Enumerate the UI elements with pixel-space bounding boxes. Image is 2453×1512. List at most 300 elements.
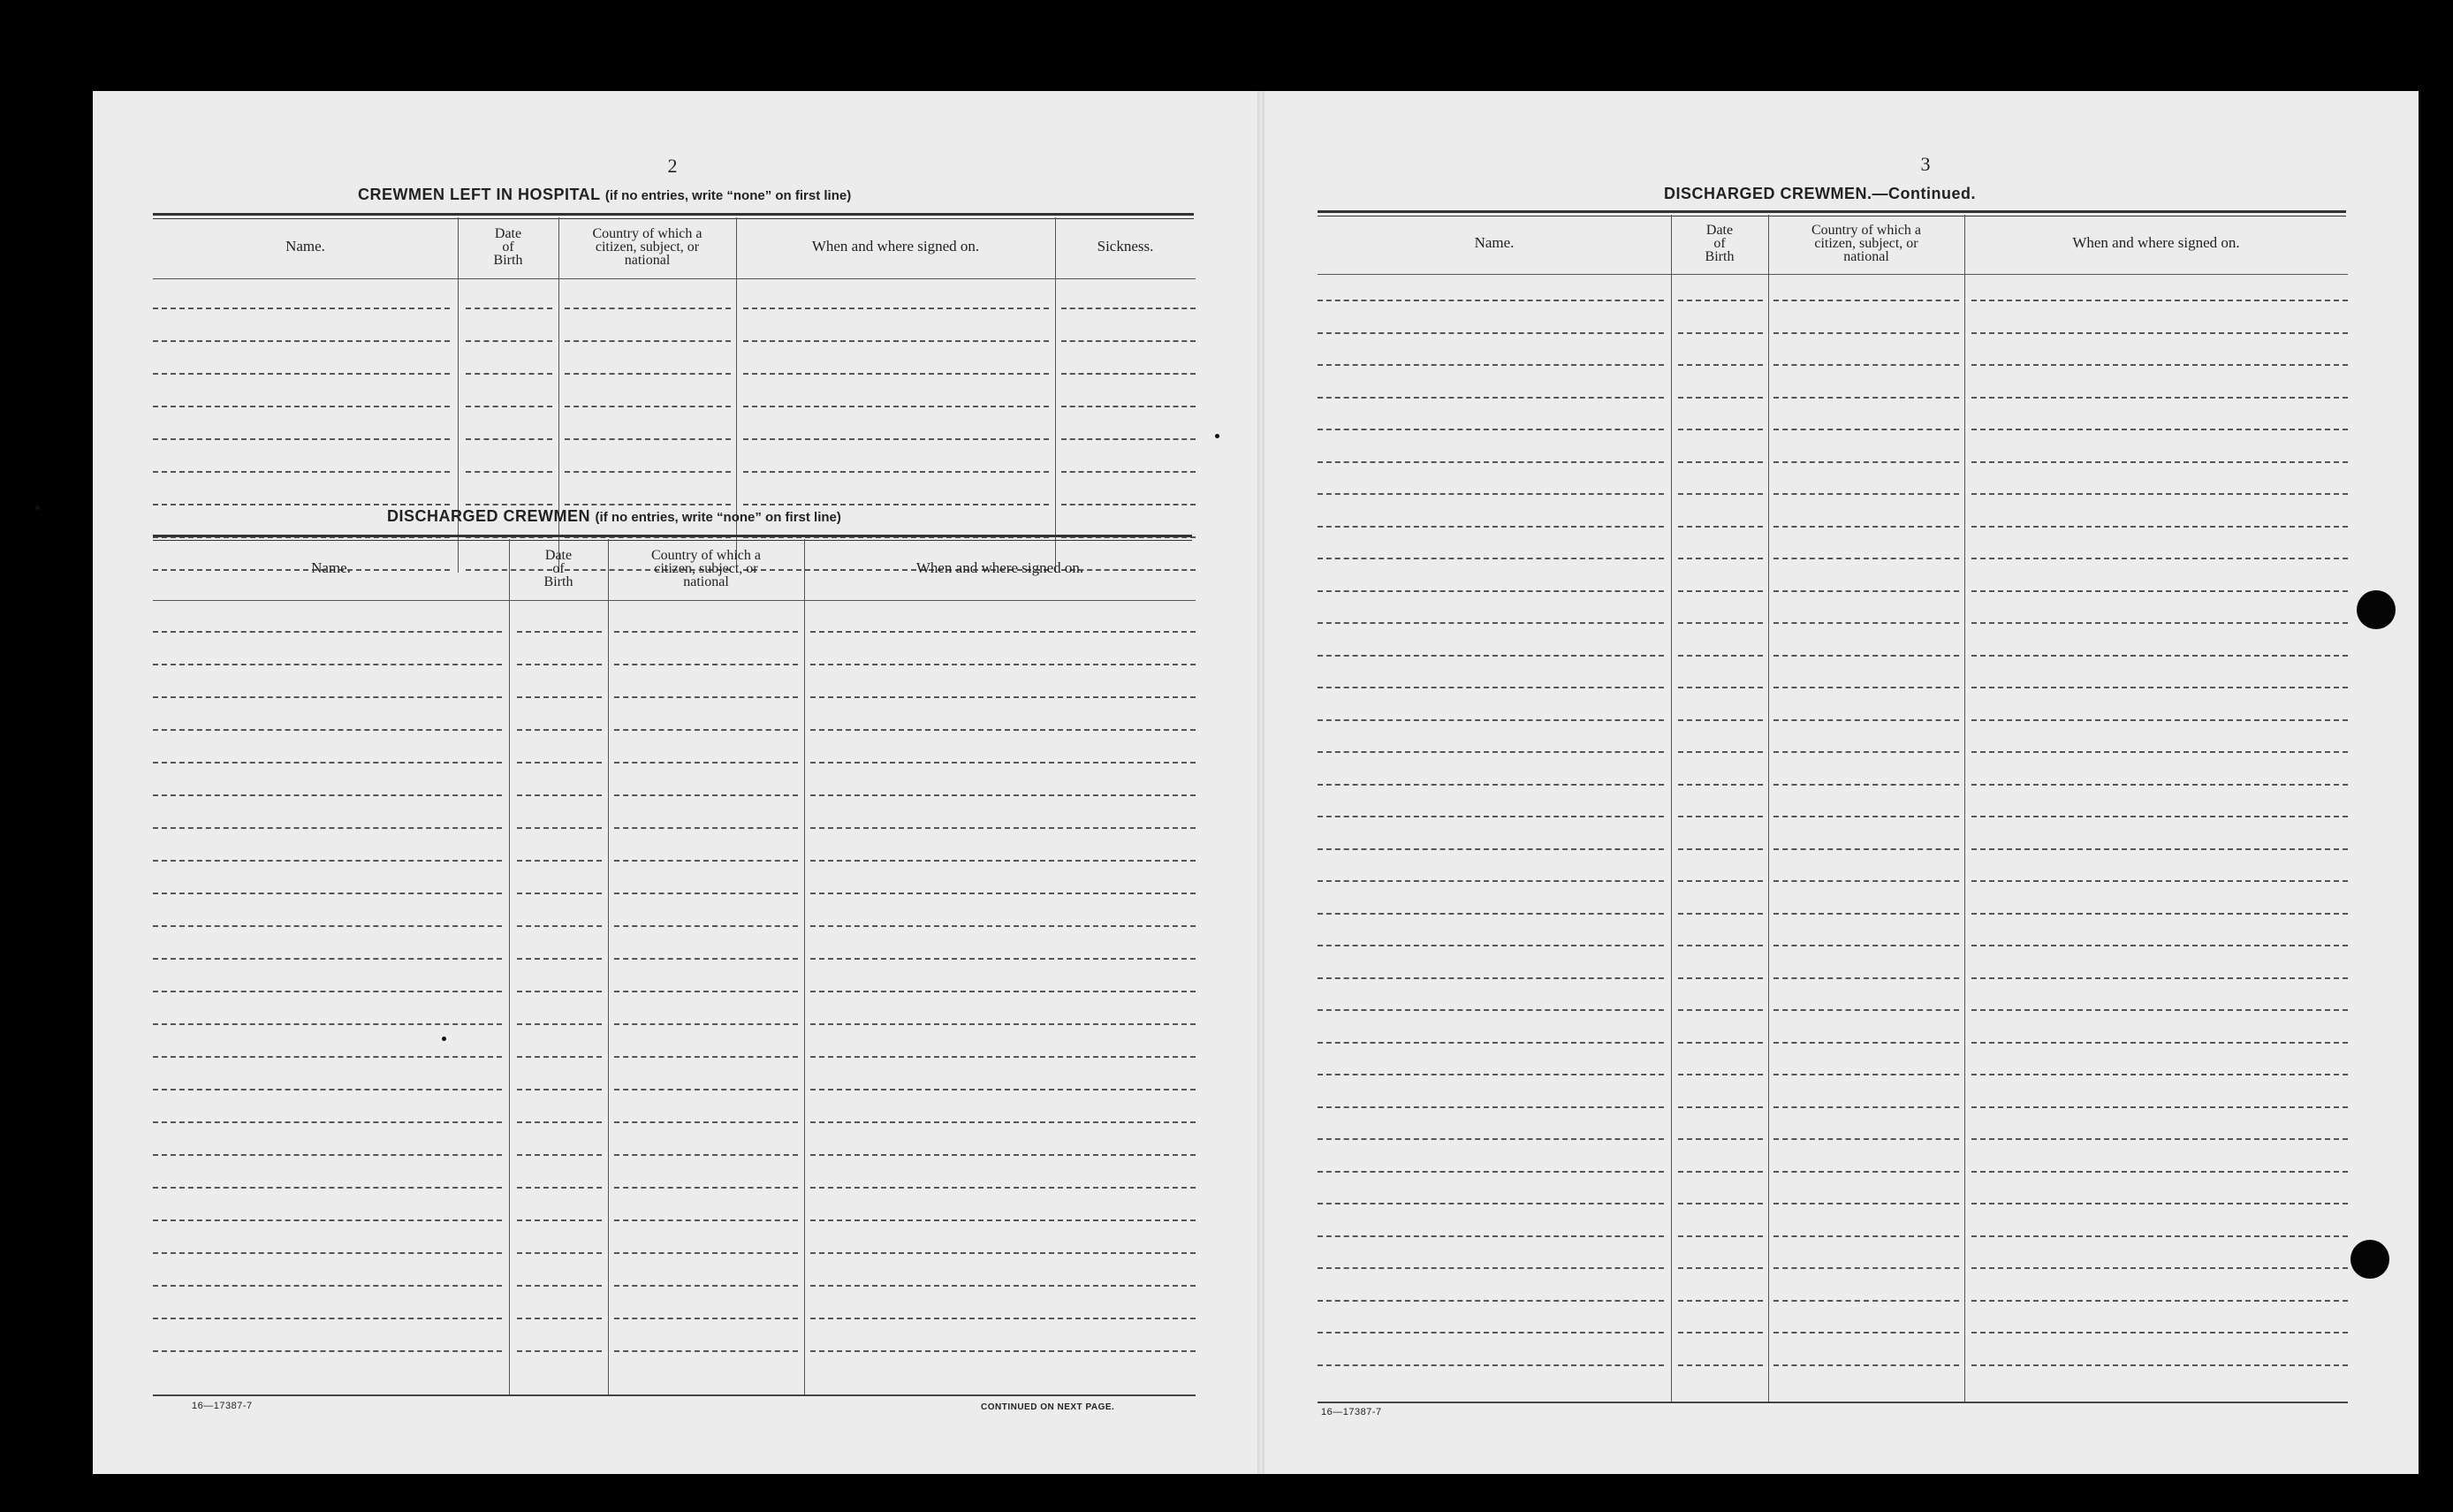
entry-line	[614, 1285, 798, 1287]
country-line: national	[624, 252, 671, 268]
entry-line	[1318, 1235, 1664, 1237]
entry-line	[1318, 397, 1664, 399]
entry-line	[153, 860, 502, 862]
entry-line	[1971, 1332, 2348, 1333]
dob-line: of	[1713, 235, 1726, 251]
form-number: 16—17387-7	[192, 1401, 253, 1411]
discharged-title-text: DISCHARGED CREWMEN	[387, 507, 591, 525]
entry-line	[1318, 913, 1664, 915]
entry-line	[1773, 622, 1959, 624]
entry-line	[1773, 1203, 1959, 1204]
entry-line	[1971, 1267, 2348, 1269]
entry-line	[1971, 364, 2348, 366]
entry-line	[153, 893, 502, 894]
column-header-name: Name.	[1474, 234, 1515, 251]
dob-line: Date	[544, 547, 573, 563]
entry-line	[517, 1252, 602, 1254]
entry-line	[614, 1089, 798, 1090]
entry-line	[810, 1154, 1196, 1156]
entry-line	[614, 794, 798, 796]
dob-line: Birth	[1705, 248, 1735, 264]
entry-line	[466, 406, 552, 407]
entry-line	[810, 1121, 1196, 1123]
entry-line	[1773, 1364, 1959, 1366]
entry-line	[1678, 364, 1763, 366]
entry-line	[1971, 332, 2348, 334]
dob-line: of	[552, 560, 565, 576]
entry-line	[614, 827, 798, 829]
entry-line	[1678, 1267, 1763, 1269]
entry-line	[1773, 687, 1959, 688]
entry-line	[1773, 590, 1959, 592]
entry-line	[153, 504, 450, 505]
entry-line	[1678, 300, 1763, 301]
entry-line	[1678, 1138, 1763, 1140]
country-line: citizen, subject, or	[654, 560, 758, 576]
discharged-title-instruction: (if no entries, write “none” on first line)	[595, 510, 841, 525]
column-divider	[804, 539, 805, 1396]
entry-line	[1678, 1171, 1763, 1173]
country-line: Country of which a	[592, 225, 702, 241]
country-line: citizen, subject, or	[1814, 235, 1918, 251]
entry-line	[1773, 364, 1959, 366]
entry-line	[1971, 429, 2348, 430]
entry-line	[1678, 1009, 1763, 1011]
entry-line	[810, 1187, 1196, 1189]
left-page	[93, 91, 1257, 1474]
entry-line	[1971, 945, 2348, 946]
entry-line	[1318, 300, 1664, 301]
entry-line	[1678, 848, 1763, 850]
entry-line	[466, 340, 552, 342]
entry-line	[1773, 429, 1959, 430]
entry-line	[1318, 1138, 1664, 1140]
dob-line: Date	[1705, 222, 1734, 238]
entry-line	[614, 1154, 798, 1156]
entry-line	[1318, 880, 1664, 882]
entry-line	[153, 1252, 502, 1254]
column-header-dob	[458, 217, 558, 276]
entry-line	[810, 1219, 1196, 1221]
column-header-dob	[1671, 215, 1768, 271]
entry-line	[1773, 1106, 1959, 1108]
country-line: national	[1843, 248, 1889, 264]
entry-line	[517, 1285, 602, 1287]
entry-line	[153, 373, 450, 375]
hospital-section-title	[358, 186, 851, 204]
entry-line	[743, 438, 1049, 440]
entry-line	[614, 664, 798, 665]
entry-line	[1773, 848, 1959, 850]
entry-line	[1678, 945, 1763, 946]
entry-line	[1773, 493, 1959, 495]
entry-line	[565, 340, 731, 342]
page-number: 3	[1920, 153, 1931, 175]
entry-line	[1773, 816, 1959, 817]
entry-line	[153, 1187, 502, 1189]
entry-line	[810, 1318, 1196, 1319]
entry-line	[153, 1121, 502, 1123]
entry-line	[614, 1350, 798, 1352]
form-number: 16—17387-7	[1321, 1407, 1382, 1417]
entry-line	[153, 1089, 502, 1090]
entry-line	[466, 471, 552, 473]
entry-line	[1678, 622, 1763, 624]
entry-line	[810, 696, 1196, 698]
entry-line	[614, 1023, 798, 1025]
entry-line	[1318, 1171, 1664, 1173]
entry-line	[1971, 816, 2348, 817]
entry-line	[153, 991, 502, 992]
entry-line	[1678, 816, 1763, 817]
entry-line	[810, 958, 1196, 960]
entry-line	[1773, 300, 1959, 301]
entry-line	[1318, 332, 1664, 334]
entry-line	[153, 1285, 502, 1287]
entry-line	[1678, 590, 1763, 592]
hospital-title-instruction: (if no entries, write “none” on first line)	[604, 188, 852, 203]
entry-line	[1678, 429, 1763, 430]
entry-line	[1971, 880, 2348, 882]
entry-line	[517, 1121, 602, 1123]
entry-line	[1773, 751, 1959, 753]
entry-line	[614, 631, 798, 633]
column-divider	[1964, 215, 1965, 1403]
dob-line: Birth	[543, 574, 573, 589]
column-header-name: Name.	[285, 238, 325, 255]
country-line: national	[683, 574, 729, 589]
entry-line	[1678, 913, 1763, 915]
entry-line	[614, 1121, 798, 1123]
column-header-sickness: Sickness.	[1097, 238, 1154, 255]
entry-line	[1773, 461, 1959, 463]
entry-line	[1318, 719, 1664, 721]
binder-hole	[2350, 1240, 2389, 1279]
entry-line	[517, 991, 602, 992]
entry-line	[1971, 848, 2348, 850]
entry-line	[517, 696, 602, 698]
entry-line	[743, 406, 1049, 407]
entry-line	[743, 504, 1049, 505]
entry-line	[466, 504, 552, 505]
entry-line	[810, 631, 1196, 633]
entry-line	[614, 1056, 798, 1058]
entry-line	[1971, 913, 2348, 915]
entry-line	[810, 925, 1196, 927]
entry-line	[153, 1056, 502, 1058]
entry-line	[153, 471, 450, 473]
entry-line	[810, 729, 1196, 731]
entry-line	[1318, 1009, 1664, 1011]
entry-line	[517, 860, 602, 862]
entry-line	[1773, 1042, 1959, 1044]
entry-line	[1318, 429, 1664, 430]
entry-line	[517, 1056, 602, 1058]
entry-line	[1678, 1106, 1763, 1108]
continued-note: CONTINUED ON NEXT PAGE.	[981, 1402, 1115, 1412]
entry-line	[565, 308, 731, 309]
entry-line	[517, 729, 602, 731]
entry-line	[153, 827, 502, 829]
column-divider	[1768, 215, 1769, 1403]
entry-line	[614, 1219, 798, 1221]
entry-line	[810, 1089, 1196, 1090]
entry-line	[1773, 1074, 1959, 1075]
entry-line	[565, 438, 731, 440]
entry-line	[153, 958, 502, 960]
entry-line	[153, 794, 502, 796]
entry-line	[1061, 504, 1196, 505]
entry-line	[517, 1089, 602, 1090]
entry-line	[614, 925, 798, 927]
entry-line	[743, 373, 1049, 375]
dob-line: of	[502, 239, 514, 255]
column-header-dob	[509, 539, 608, 597]
entry-line	[810, 1350, 1196, 1352]
entry-line	[1678, 880, 1763, 882]
entry-line	[1971, 397, 2348, 399]
entry-line	[810, 1023, 1196, 1025]
entry-line	[153, 664, 502, 665]
entry-line	[614, 762, 798, 764]
entry-line	[153, 729, 502, 731]
entry-line	[810, 991, 1196, 992]
entry-line	[517, 1023, 602, 1025]
entry-line	[1678, 1042, 1763, 1044]
entry-line	[614, 1318, 798, 1319]
entry-line	[517, 1187, 602, 1189]
entry-line	[1773, 1009, 1959, 1011]
entry-line	[153, 1154, 502, 1156]
entry-line	[614, 696, 798, 698]
entry-line	[517, 664, 602, 665]
entry-line	[1971, 526, 2348, 528]
entry-line	[1318, 1042, 1664, 1044]
entry-line	[1318, 1074, 1664, 1075]
entry-line	[1971, 977, 2348, 979]
entry-line	[1971, 493, 2348, 495]
entry-line	[153, 406, 450, 407]
entry-line	[1678, 719, 1763, 721]
entry-line	[153, 308, 450, 309]
form-sheet	[93, 91, 2419, 1474]
entry-line	[1318, 622, 1664, 624]
entry-line	[153, 762, 502, 764]
dob-line: Birth	[493, 252, 523, 268]
right-page	[1264, 91, 2419, 1474]
entry-line	[1971, 1203, 2348, 1204]
entry-line	[1971, 1042, 2348, 1044]
entry-line	[517, 893, 602, 894]
entry-line	[1318, 1300, 1664, 1302]
entry-line	[1678, 1235, 1763, 1237]
discharged-table	[153, 539, 1196, 1396]
column-header-country	[1768, 215, 1964, 271]
entry-line	[153, 925, 502, 927]
entry-line	[1061, 471, 1196, 473]
entry-line	[1318, 1106, 1664, 1108]
entry-line	[466, 308, 552, 309]
entry-line	[517, 958, 602, 960]
entry-line	[614, 860, 798, 862]
scan-speck	[442, 1037, 446, 1041]
entry-line	[1773, 977, 1959, 979]
discharged-continued-title: DISCHARGED CREWMEN.—Continued.	[1664, 185, 1976, 202]
entry-line	[810, 1056, 1196, 1058]
column-divider	[1671, 215, 1672, 1403]
entry-line	[1773, 397, 1959, 399]
hospital-title-text: CREWMEN LEFT IN HOSPITAL	[358, 186, 601, 203]
table-bottom-rule	[153, 1394, 1196, 1396]
entry-line	[1773, 1332, 1959, 1333]
country-line: Country of which a	[1811, 222, 1921, 238]
entry-line	[153, 1219, 502, 1221]
entry-line	[565, 406, 731, 407]
entry-line	[1773, 558, 1959, 559]
entry-line	[153, 1318, 502, 1319]
entry-line	[1318, 461, 1664, 463]
entry-line	[1061, 373, 1196, 375]
entry-line	[1971, 1235, 2348, 1237]
entry-line	[810, 762, 1196, 764]
entry-line	[1318, 1267, 1664, 1269]
scan-speck	[1215, 434, 1219, 438]
entry-line	[1318, 364, 1664, 366]
entry-line	[466, 438, 552, 440]
entry-line	[1678, 397, 1763, 399]
entry-line	[743, 340, 1049, 342]
entry-line	[1678, 1332, 1763, 1333]
column-header-signed-on: When and where signed on.	[811, 238, 980, 255]
entry-line	[1773, 1235, 1959, 1237]
scan-speck	[35, 505, 40, 510]
entry-line	[1773, 719, 1959, 721]
entry-line	[614, 893, 798, 894]
entry-line	[1971, 1300, 2348, 1302]
header-underline	[1318, 274, 2348, 275]
entry-line	[614, 958, 798, 960]
table-bottom-rule	[1318, 1402, 2348, 1403]
entry-line	[1971, 1138, 2348, 1140]
entry-line	[1318, 590, 1664, 592]
entry-line	[1678, 558, 1763, 559]
entry-line	[517, 827, 602, 829]
entry-line	[517, 1219, 602, 1221]
entry-line	[153, 1350, 502, 1352]
entry-line	[1773, 945, 1959, 946]
entry-line	[1773, 332, 1959, 334]
entry-line	[1773, 1300, 1959, 1302]
entry-line	[1678, 687, 1763, 688]
entry-line	[1061, 308, 1196, 309]
entry-line	[1773, 784, 1959, 786]
entry-line	[517, 794, 602, 796]
entry-line	[1678, 1364, 1763, 1366]
entry-line	[1678, 655, 1763, 657]
entry-line	[1971, 687, 2348, 688]
entry-line	[1773, 1171, 1959, 1173]
entry-line	[517, 1154, 602, 1156]
entry-line	[1318, 816, 1664, 817]
entry-line	[1971, 784, 2348, 786]
page-number: 2	[667, 155, 678, 177]
entry-line	[153, 438, 450, 440]
entry-line	[1678, 977, 1763, 979]
entry-line	[1678, 1074, 1763, 1075]
entry-line	[1773, 526, 1959, 528]
entry-line	[1061, 406, 1196, 407]
entry-line	[517, 1318, 602, 1319]
entry-line	[1318, 945, 1664, 946]
entry-line	[1773, 1267, 1959, 1269]
entry-line	[1678, 1300, 1763, 1302]
entry-line	[1061, 438, 1196, 440]
binder-hole	[2357, 590, 2396, 629]
discharged-section-title	[387, 507, 841, 526]
entry-line	[810, 1285, 1196, 1287]
entry-line	[1318, 526, 1664, 528]
entry-line	[1678, 1203, 1763, 1204]
entry-line	[1971, 1074, 2348, 1075]
entry-line	[1678, 526, 1763, 528]
entry-line	[517, 762, 602, 764]
entry-line	[1318, 751, 1664, 753]
country-line: citizen, subject, or	[595, 239, 700, 255]
entry-line	[153, 696, 502, 698]
entry-line	[1318, 655, 1664, 657]
entry-line	[810, 860, 1196, 862]
entry-line	[810, 664, 1196, 665]
entry-line	[1773, 880, 1959, 882]
entry-line	[1971, 622, 2348, 624]
entry-line	[1318, 977, 1664, 979]
entry-line	[1773, 1138, 1959, 1140]
entry-line	[1971, 1171, 2348, 1173]
entry-line	[1971, 655, 2348, 657]
entry-line	[517, 631, 602, 633]
entry-line	[1318, 1203, 1664, 1204]
entry-line	[1971, 300, 2348, 301]
page-fold	[1257, 91, 1264, 1474]
entry-line	[810, 893, 1196, 894]
entry-line	[1971, 1364, 2348, 1366]
entry-line	[1773, 913, 1959, 915]
entry-line	[466, 373, 552, 375]
entry-line	[743, 308, 1049, 309]
entry-line	[614, 729, 798, 731]
entry-line	[517, 925, 602, 927]
entry-line	[810, 794, 1196, 796]
dob-line: Date	[494, 225, 522, 241]
entry-line	[1061, 340, 1196, 342]
header-underline	[153, 278, 1196, 279]
entry-line	[1318, 784, 1664, 786]
entry-line	[565, 471, 731, 473]
discharged-continued-table	[1318, 215, 2348, 1403]
entry-line	[1318, 848, 1664, 850]
entry-line	[1971, 1106, 2348, 1108]
entry-line	[1971, 719, 2348, 721]
entry-line	[1971, 461, 2348, 463]
entry-line	[517, 1350, 602, 1352]
entry-line	[743, 471, 1049, 473]
entry-line	[1318, 687, 1664, 688]
entry-line	[1971, 590, 2348, 592]
entry-line	[565, 504, 731, 505]
column-divider	[608, 539, 609, 1396]
entry-line	[153, 631, 502, 633]
entry-line	[1318, 1364, 1664, 1366]
